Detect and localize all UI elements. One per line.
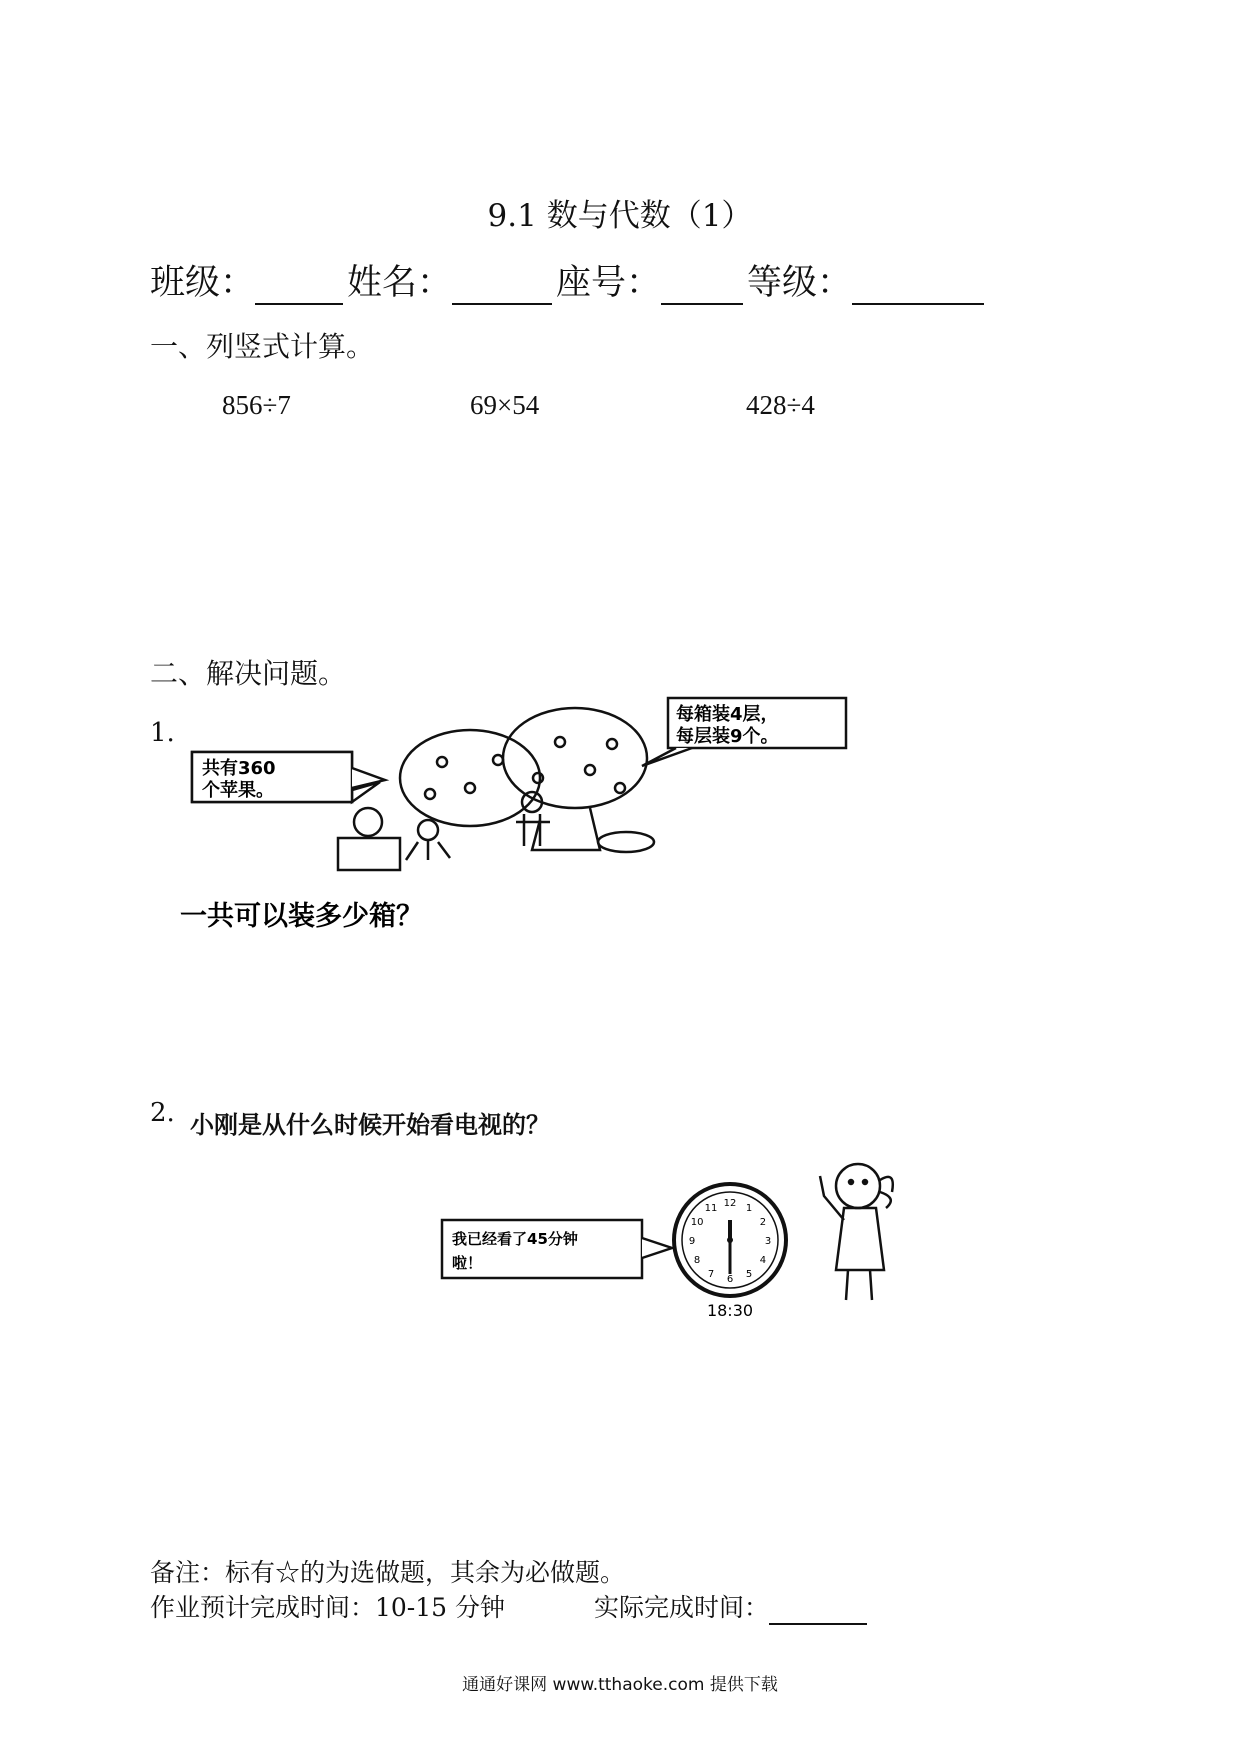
actual-time-blank[interactable]: [769, 1595, 867, 1625]
clock-icon: [674, 1184, 786, 1296]
speech-bubble-right: [642, 698, 846, 766]
speech-bubble-tv: [442, 1220, 672, 1278]
clock-number: 3: [764, 1236, 772, 1247]
clock-number: 6: [726, 1274, 734, 1285]
actual-time-label: 实际完成时间：: [594, 1593, 770, 1622]
problem2-number: 2.: [150, 1098, 175, 1128]
footer-text: 通通好课网 www.tthaoke.com 提供下载: [462, 1675, 778, 1695]
clock-number: 1: [745, 1203, 753, 1215]
class-blank[interactable]: [255, 269, 343, 305]
clock-number: 8: [693, 1255, 701, 1266]
bubble-left-line1: 共有360: [202, 758, 276, 779]
student-info-line: [150, 255, 988, 305]
speech-bubble-left: [192, 752, 385, 802]
problem1-number: 1.: [150, 718, 175, 748]
bubble-tv-line2: 啦！: [452, 1254, 483, 1272]
clock-number: 5: [745, 1268, 753, 1280]
bubble-right-line1: 每箱装4层，: [676, 704, 779, 725]
estimate-time: 作业预计完成时间：10-15 分钟: [150, 1593, 506, 1622]
seat-label: 座号：: [556, 263, 662, 303]
bubble-tv-line1: 我已经看了45分钟: [452, 1230, 578, 1248]
clock-number: 10: [690, 1217, 704, 1228]
clock-number: 9: [688, 1236, 696, 1247]
page-title: 9.1 数与代数（1）: [487, 198, 753, 234]
seat-blank[interactable]: [661, 269, 743, 305]
notes-line1: 备注：标有☆的为选做题，其余为必做题。: [150, 1558, 626, 1587]
bubble-right-line2: 每层装9个。: [676, 726, 779, 747]
problem1-illustration: [180, 690, 920, 940]
clock-time-label: 18:30: [706, 1301, 754, 1320]
clock-number: 7: [707, 1268, 715, 1280]
problem2-illustration: [440, 1140, 960, 1320]
clock-number: 4: [759, 1255, 767, 1266]
section1-heading: 一、列竖式计算。: [150, 330, 375, 363]
name-blank[interactable]: [452, 269, 552, 305]
problem1-question: 一共可以装多少箱？: [180, 901, 423, 932]
name-label: 姓名：: [347, 263, 453, 303]
class-label: 班级：: [150, 263, 256, 303]
expression-1: 856÷7: [222, 390, 291, 420]
grade-label: 等级：: [747, 263, 853, 303]
clock-number: 11: [704, 1203, 718, 1215]
notes-block: [150, 1555, 871, 1625]
problem2-question: 小刚是从什么时候开始看电视的？: [190, 1111, 550, 1139]
expression-3: 428÷4: [746, 390, 815, 420]
expression-2: 69×54: [470, 390, 540, 420]
girl-icon: [820, 1164, 893, 1300]
bubble-left-line2: 个苹果。: [202, 780, 274, 801]
clock-number: 12: [723, 1198, 737, 1209]
grade-blank[interactable]: [852, 269, 984, 305]
section2-heading: 二、解决问题。: [150, 657, 347, 690]
clock-number: 2: [759, 1217, 767, 1228]
